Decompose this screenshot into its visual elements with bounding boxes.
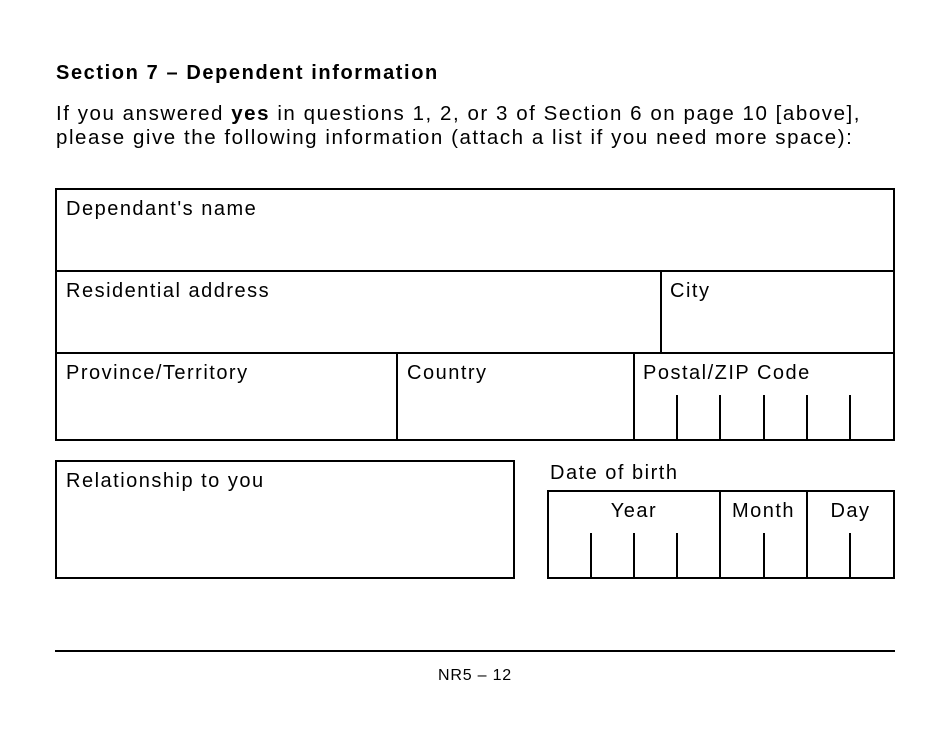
relationship-field[interactable] — [57, 462, 513, 577]
section-intro — [56, 102, 896, 150]
city-label: City — [670, 280, 711, 302]
intro-text-start: If you answered — [56, 102, 232, 125]
country-label: Country — [407, 362, 488, 384]
residential-address-label: Residential address — [66, 280, 271, 302]
dependant-name-label: Dependant's name — [66, 198, 258, 220]
intro-text-end: in questions 1, 2, or 3 of Section 6 on page 10 [above], please give the following information (attach a list if you need more space): — [56, 102, 862, 149]
section-title: Section 7 – Dependent information — [56, 62, 439, 84]
birth-day-field[interactable] — [808, 533, 893, 577]
year-label: Year — [610, 500, 658, 522]
province-territory-field[interactable] — [57, 354, 396, 438]
intro-text-bold: yes — [231, 102, 271, 125]
country-field[interactable] — [398, 354, 633, 438]
day-label: Day — [830, 500, 871, 522]
date-of-birth-label: Date of birth — [550, 462, 679, 484]
dependant-name-field[interactable] — [57, 190, 893, 270]
birth-year-field[interactable] — [549, 533, 719, 577]
postal-zip-code-label: Postal/ZIP Code — [643, 362, 811, 384]
city-field[interactable] — [662, 272, 893, 352]
residential-address-field[interactable] — [57, 272, 660, 352]
birth-month-field[interactable] — [721, 533, 806, 577]
month-label: Month — [731, 500, 796, 522]
page-number: NR5 – 12 — [438, 667, 512, 684]
postal-zip-code-field[interactable] — [635, 395, 893, 438]
footer-rule — [55, 650, 895, 652]
province-territory-label: Province/Territory — [66, 362, 249, 384]
relationship-label: Relationship to you — [66, 470, 265, 492]
